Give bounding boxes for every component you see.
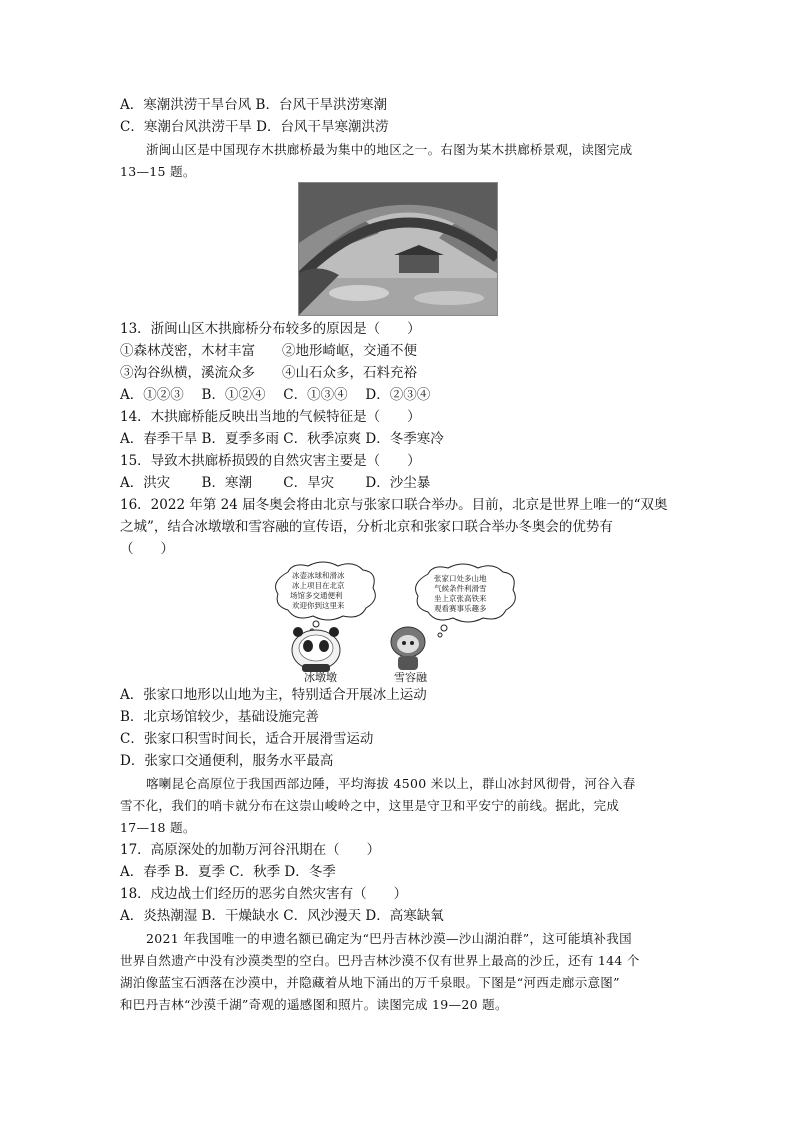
q12-option-line-2: C．寒潮台风洪涝干旱 D．台风干旱寒潮洪涝 bbox=[120, 119, 389, 135]
q15-stem: 15．导致木拱廊桥损毁的自然灾害主要是（ ） bbox=[120, 453, 421, 469]
q16-option-c: C．张家口积雪时间长，适合开展滑雪运动 bbox=[120, 731, 374, 747]
caption-shuey-rhon-rhon: 雪容融 bbox=[394, 672, 427, 684]
bubble-left-line-3: 场馆多交通便利 bbox=[290, 591, 343, 600]
bubble-right-line-4: 观看赛事乐趣多 bbox=[434, 604, 487, 613]
intro-13-15-line-2: 13—15 题。 bbox=[120, 164, 196, 179]
q17-stem: 17．高原深处的加勒万河谷汛期在（ ） bbox=[120, 842, 381, 858]
bubble-left-line-4: 欢迎你到这里来 bbox=[292, 601, 345, 610]
q13-choices: A．①②③ B．①②④ C．①③④ D．②③④ bbox=[120, 387, 431, 403]
intro-19-20-line-2: 世界自然遗产中没有沙漠类型的空白。巴丹吉林沙漠不仅有世界上最高的沙丘，还有 144 个 bbox=[120, 953, 640, 968]
q14-stem: 14．木拱廊桥能反映出当地的气候特征是（ ） bbox=[120, 409, 421, 425]
q16-stem-line-1: 16．2022 年第 24 届冬奥会将由北京与张家口联合举办。目前，北京是世界上唯一的“双奥 bbox=[120, 497, 668, 513]
q17-choices: A．春季 B．夏季 C．秋季 D．冬季 bbox=[120, 864, 336, 880]
olympic-mascots-figure bbox=[268, 560, 528, 685]
q16-stem-line-3: （ ） bbox=[120, 541, 174, 557]
q18-choices: A．炎热潮湿 B．干燥缺水 C．风沙漫天 D．高寒缺氧 bbox=[120, 908, 444, 924]
q12-option-line-1: A．寒潮洪涝干旱台风 B．台风干旱洪涝寒潮 bbox=[120, 97, 387, 113]
bubble-right-line-2: 气候条件利滑雪 bbox=[434, 584, 487, 593]
intro-13-15-line-1: 浙闽山区是中国现存木拱廊桥最为集中的地区之一。右图为某木拱廊桥景观，读图完成 bbox=[146, 142, 633, 157]
covered-bridge-photo bbox=[298, 182, 498, 316]
q13-stem: 13．浙闽山区木拱廊桥分布较多的原因是（ ） bbox=[120, 321, 421, 337]
intro-17-18-line-3: 17—18 题。 bbox=[120, 820, 196, 835]
q16-option-d: D．张家口交通便利，服务水平最高 bbox=[120, 753, 334, 769]
caption-bing-dwen-dwen: 冰墩墩 bbox=[304, 672, 337, 684]
intro-19-20-line-1: 2021 年我国唯一的申遗名额已确定为“巴丹吉林沙漠—沙山湖泊群”，这可能填补我国 bbox=[146, 931, 632, 946]
q16-option-b: B．北京场馆较少，基础设施完善 bbox=[120, 709, 319, 725]
bubble-right-line-3: 坐上京张高铁来 bbox=[434, 594, 487, 603]
bing-dwen-dwen-mascot bbox=[292, 627, 340, 672]
q13-options-row-2: ③沟谷纵横，溪流众多 ④山石众多，石料充裕 bbox=[120, 365, 417, 381]
intro-17-18-line-1: 喀喇昆仑高原位于我国西部边陲，平均海拔 4500 米以上，群山冰封风彻骨，河谷入春 bbox=[146, 776, 636, 791]
shuey-rhon-rhon-mascot bbox=[391, 627, 425, 670]
q18-stem: 18．戍边战士们经历的恶劣自然灾害有（ ） bbox=[120, 886, 408, 902]
q14-choices: A．春季干旱 B．夏季多雨 C．秋季凉爽 D．冬季寒冷 bbox=[120, 431, 444, 447]
intro-19-20-line-4: 和巴丹吉林“沙漠千湖”奇观的遥感图和照片。读图完成 19—20 题。 bbox=[120, 997, 508, 1012]
bubble-left-line-1: 冰壶冰球和滑冰 bbox=[292, 571, 345, 580]
q13-options-row-1: ①森林茂密，木材丰富 ②地形崎岖，交通不便 bbox=[120, 343, 417, 359]
speech-bubble-right bbox=[416, 564, 516, 622]
intro-17-18-line-2: 雪不化，我们的哨卡就分布在这崇山峻岭之中，这里是守卫和平安宁的前线。据此，完成 bbox=[120, 798, 620, 813]
intro-19-20-line-3: 湖泊像蓝宝石洒落在沙漠中，并隐藏着从地下涌出的万千泉眼。下图是“河西走廊示意图” bbox=[120, 975, 620, 990]
bubble-left-line-2: 冰上项目在北京 bbox=[292, 581, 345, 590]
bubble-right-line-1: 张家口处多山地 bbox=[434, 574, 487, 583]
q16-option-a: A．张家口地形以山地为主，特别适合开展冰上运动 bbox=[120, 687, 427, 703]
q16-stem-line-2: 之城”，结合冰墩墩和雪容融的宣传语，分析北京和张家口联合举办冬奥会的优势有 bbox=[120, 519, 613, 535]
q15-choices: A．洪灾 B．寒潮 C．旱灾 D．沙尘暴 bbox=[120, 475, 431, 491]
